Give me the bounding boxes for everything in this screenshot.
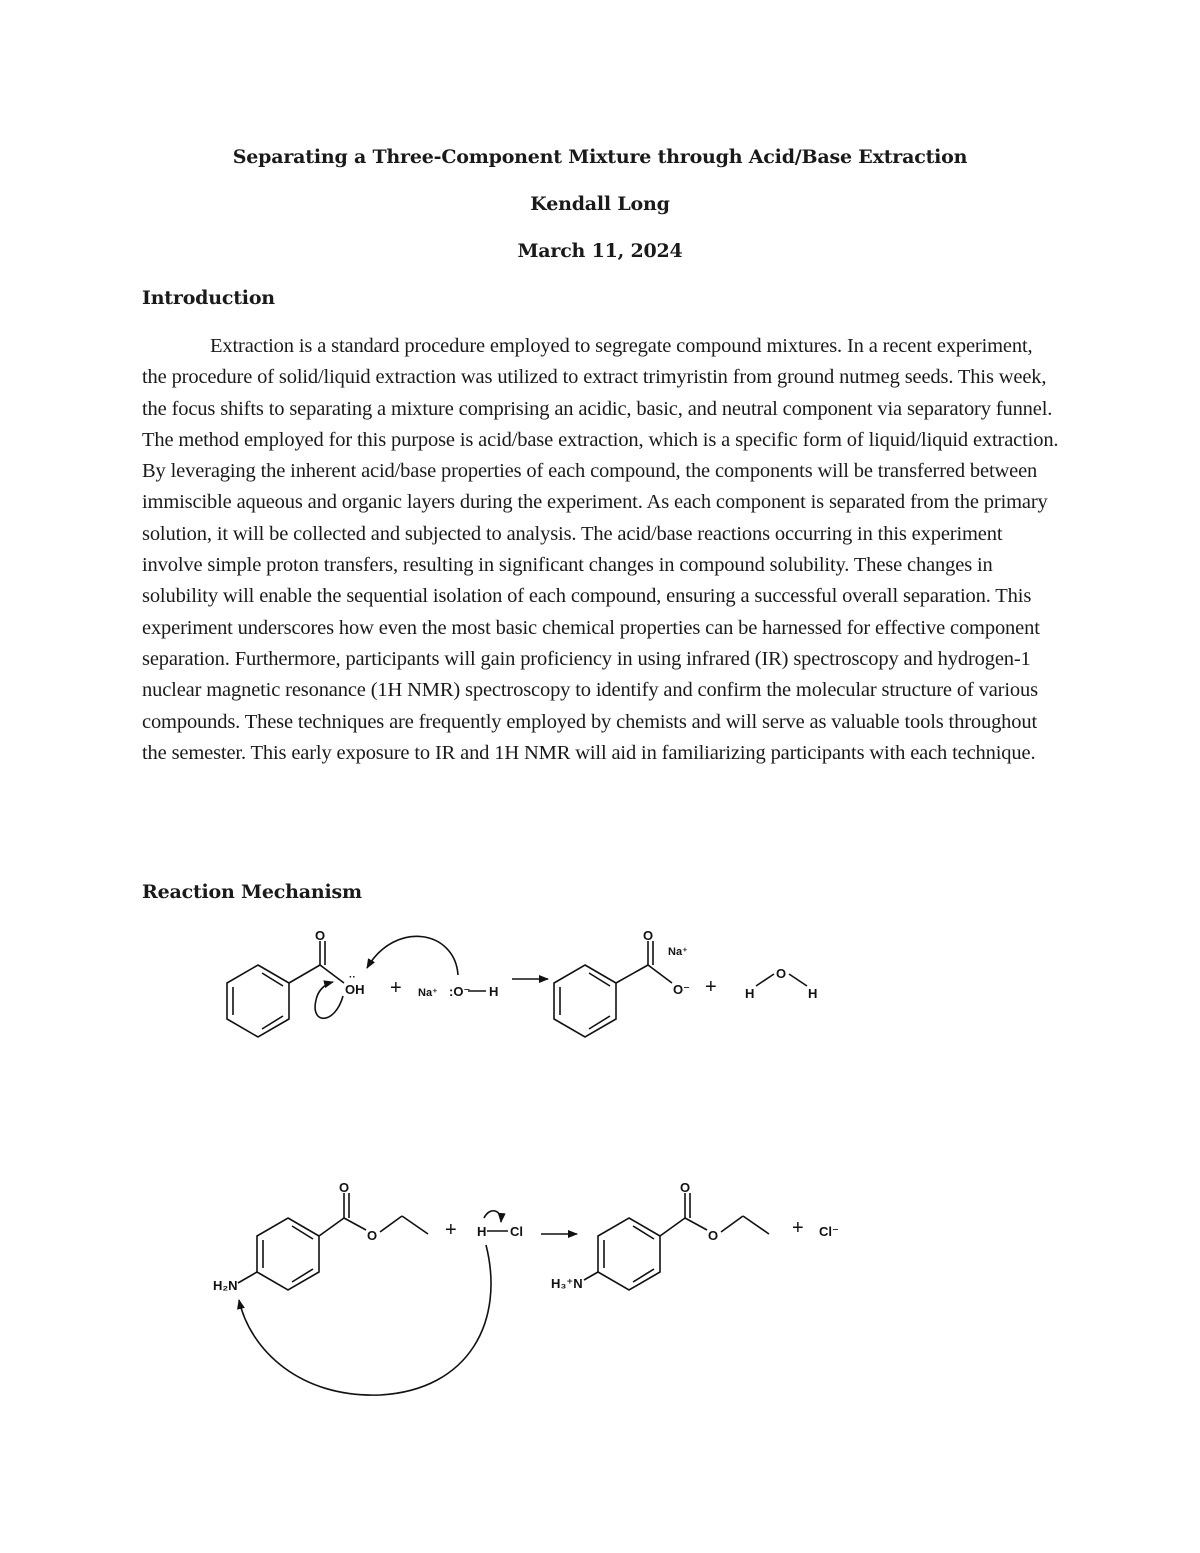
atom-h-hcl: H	[477, 1224, 487, 1239]
atom-cl-hcl: Cl	[510, 1224, 523, 1239]
atom-h-hydroxide: H	[489, 984, 499, 999]
svg-text:··: ··	[349, 972, 356, 983]
reaction-mechanism-heading: Reaction Mechanism	[142, 881, 362, 903]
atom-o-carbonyl-1: O	[315, 928, 326, 943]
benzene-ring-product-2	[598, 1218, 660, 1290]
atom-chloride: Cl⁻	[819, 1224, 839, 1239]
atom-ammonium: H₃⁺N	[551, 1276, 583, 1291]
atom-oh: OH	[345, 982, 365, 997]
atom-h-water-1: H	[745, 986, 755, 1001]
curved-arrow-hcl	[484, 1211, 501, 1222]
document-author: Kendall Long	[530, 193, 670, 215]
atom-na-1: Na⁺	[418, 987, 438, 999]
plus-sign-4: +	[792, 1217, 804, 1239]
curved-arrow-amine-attack	[239, 1245, 491, 1395]
document-title: Separating a Three-Component Mixture through Acid/Base Extraction	[232, 146, 968, 168]
atom-amine-nh2: H₂N	[213, 1278, 238, 1293]
introduction-paragraph: Extraction is a standard procedure employed to segregate compound mixtures. In a recent experiment, the procedure of solid/liquid extraction was utilized to extract trimyristin from ground nutmeg seeds. This week, the focus shifts to separating a mixture comprising an acidic, basic, and neutral component via separatory funnel. The method employed for this purpose is acid/base extraction, which is a specific form of liquid/liquid extraction. By leveraging the inherent acid/base properties of each compound, the components will be transferred between immiscible aqueous and organic layers during the experiment. As each component is separated from the primary solution, it will be collected and subjected to analysis. The acid/base reactions occurring in this experiment involve simple proton transfers, resulting in significant changes in compound solubility. These changes in solubility will enable the sequential isolation of each compound, ensuring a successful overall separation. This experiment underscores how even the most basic chemical properties can be harnessed for effective component separation. Furthermore, participants will gain proficiency in using infrared (IR) spectroscopy and hydrogen-1 nuclear magnetic resonance (1H NMR) spectroscopy to identify and confirm the molecular structure of various compounds. These techniques are frequently employed by chemists and will serve as valuable tools throughout the semester. This early exposure to IR and 1H NMR will aid in familiarizing participants with each technique.	[142, 335, 1059, 764]
atom-o-carbonyl-product: O	[643, 928, 654, 943]
atom-na-product: Na⁺	[668, 946, 688, 958]
atom-o-carbonyl-2: O	[339, 1180, 350, 1195]
plus-sign-3: +	[445, 1219, 457, 1241]
atom-o-hydroxide: :O⁻	[449, 984, 471, 999]
atom-o-water: O	[776, 966, 787, 981]
plus-sign-1: +	[390, 977, 402, 999]
introduction-heading: Introduction	[142, 287, 275, 309]
document-date: March 11, 2024	[517, 240, 683, 262]
atom-h-water-2: H	[808, 986, 818, 1001]
atom-o-ester-product-2: O	[708, 1228, 719, 1243]
plus-sign-2: +	[705, 976, 717, 998]
atom-o-carbonyl-product-2: O	[680, 1180, 691, 1195]
atom-o-carboxylate: O⁻	[673, 982, 690, 997]
benzene-ring-reactant-2	[257, 1218, 319, 1290]
atom-o-ester-2: O	[367, 1228, 378, 1243]
